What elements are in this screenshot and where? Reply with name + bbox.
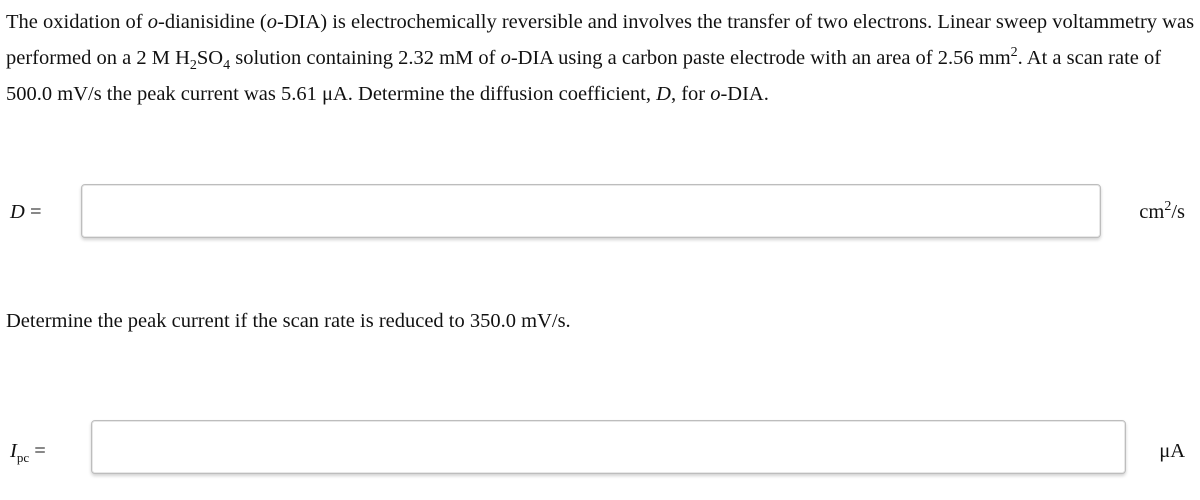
diffusion-coefficient-unit: $cm^2/s$ [1139, 199, 1185, 223]
problem-statement: The oxidation of o-dianisidine (o-DIA) is electrochemically reversible and involves the transfer of two electrons. Linear sweep voltammetry was performed on a 2 M $H_2SO_4$ solution containing 2.32 mM of o-DIA using a carbon paste electrode with an area of 2.56 $mm^2$. At a scan rate of 500.0 mV/s the peak current was 5.61 μA. Determine the diffusion coefficient, D, for o-DIA. [6, 11, 1195, 105]
diffusion-coefficient-label: D = [10, 201, 42, 223]
peak-current-question: Determine the peak current if the scan rate is reduced to 350.0 mV/s. [6, 310, 571, 332]
peak-current-unit: μA [1159, 440, 1185, 462]
peak-current-answer-row [0, 420, 1200, 476]
diffusion-coefficient-answer-row [0, 184, 1200, 240]
diffusion-coefficient-input[interactable] [81, 184, 1101, 238]
peak-current-label: $I_{pc}$ = [10, 440, 46, 466]
peak-current-input[interactable] [91, 420, 1126, 474]
